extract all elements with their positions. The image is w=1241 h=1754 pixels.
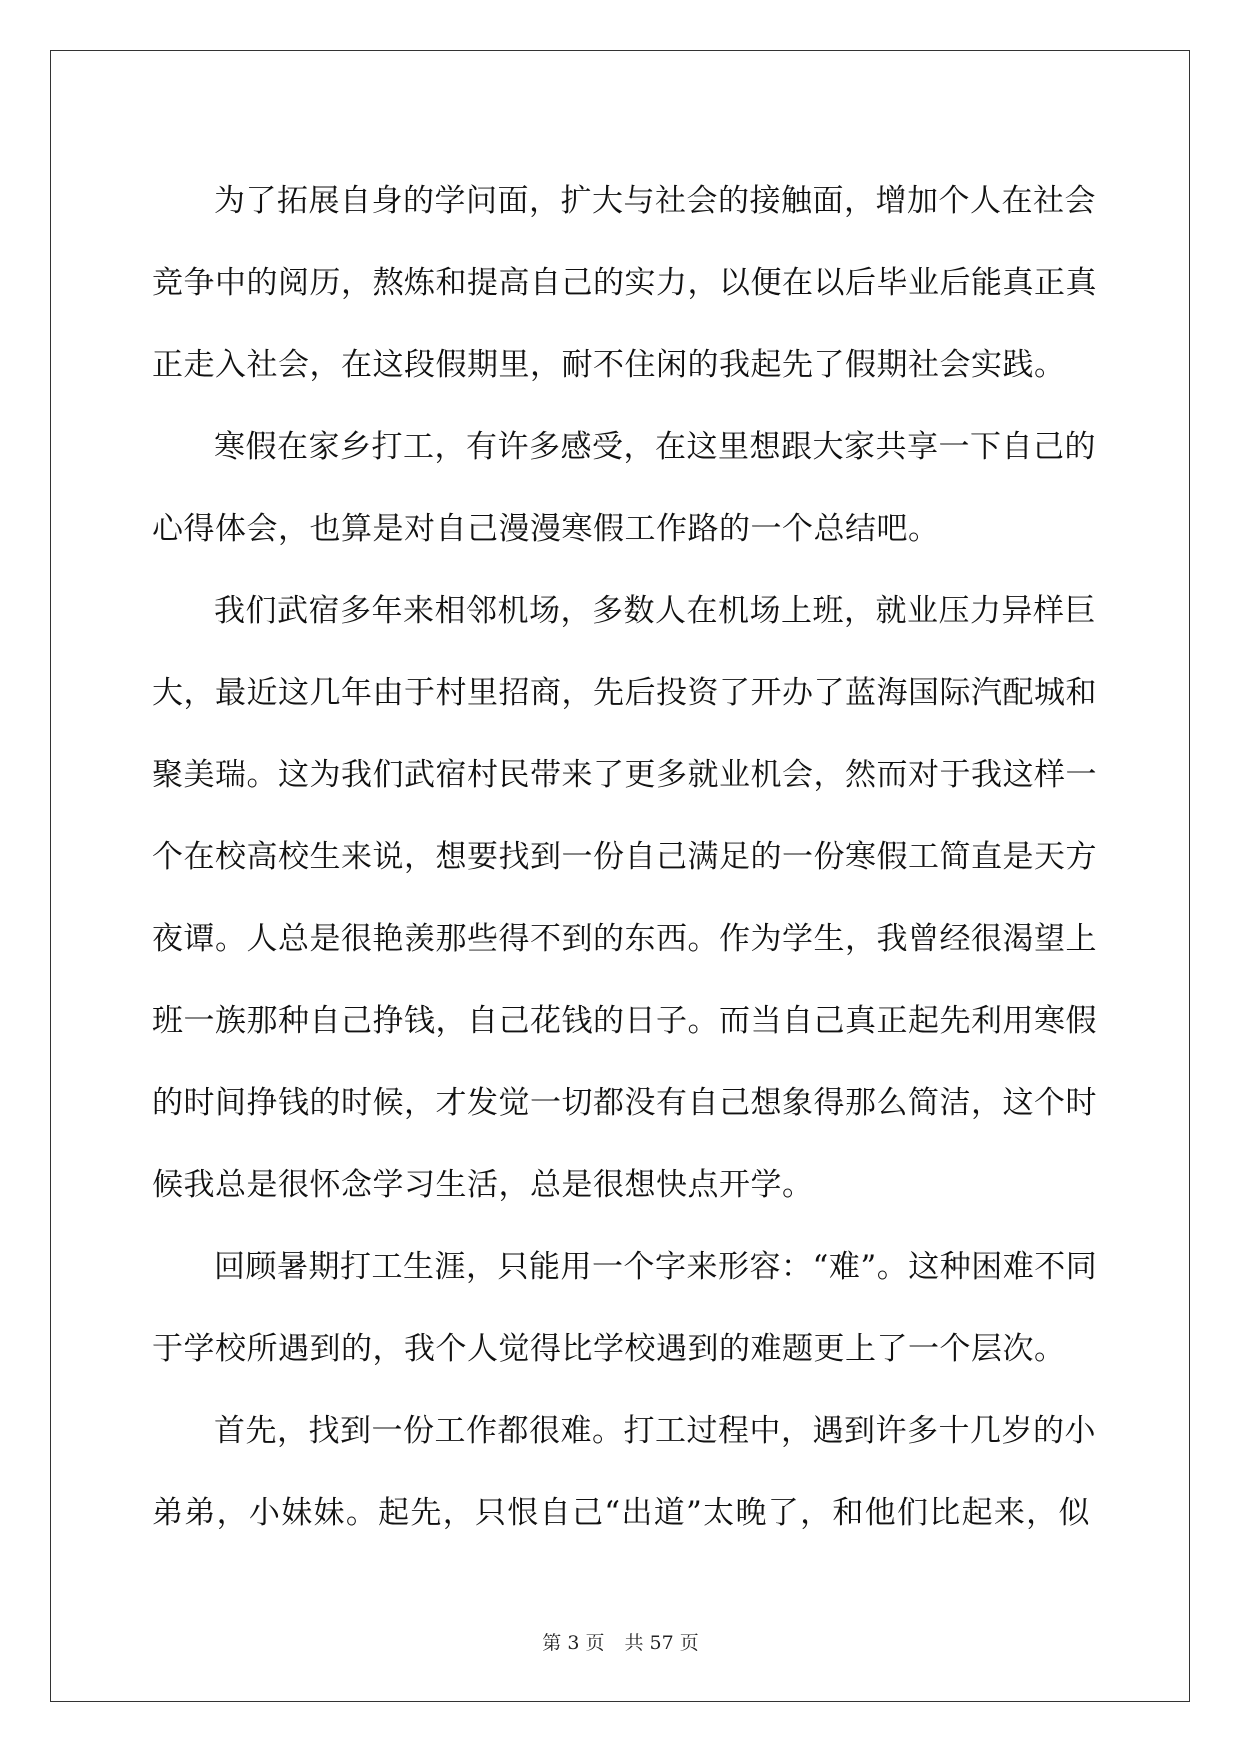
- page-footer: [0, 1628, 1241, 1655]
- text-line: 班一族那种自己挣钱，自己花钱的日子。而当自己真正起先利用寒假: [152, 1003, 1097, 1039]
- text-line: 聚美瑞。这为我们武宿村民带来了更多就业机会，然而对于我这样一: [152, 757, 1097, 793]
- paragraph: [152, 1390, 1096, 1554]
- paragraph: [152, 570, 1097, 1226]
- text-line: 为了拓展自身的学问面，扩大与社会的接触面，增加个人在社会: [214, 183, 1096, 219]
- text-line: 弟弟，小妹妹。起先，只恨自己“出道”太晚了，和他们比起来，似: [152, 1495, 1090, 1531]
- text-line: 于学校所遇到的，我个人觉得比学校遇到的难题更上了一个层次。: [152, 1331, 1066, 1367]
- text-line: 候我总是很怀念学习生活，总是很想快点开学。: [152, 1167, 814, 1203]
- text-line: 回顾暑期打工生涯，只能用一个字来形容：“难”。这种困难不同: [214, 1249, 1098, 1285]
- text-line: 大，最近这几年由于村里招商，先后投资了开办了蓝海国际汽配城和: [152, 675, 1097, 711]
- text-line: 首先，找到一份工作都很难。打工过程中，遇到许多十几岁的小: [214, 1413, 1096, 1449]
- text-line: 个在校高校生来说，想要找到一份自己满足的一份寒假工简直是天方: [152, 839, 1097, 875]
- paragraph: [152, 406, 1096, 570]
- page-number: 第 3 页: [542, 1632, 605, 1654]
- text-line: 心得体会，也算是对自己漫漫寒假工作路的一个总结吧。: [152, 511, 940, 547]
- text-line: 的时间挣钱的时候，才发觉一切都没有自己想象得那么简洁，这个时: [152, 1085, 1097, 1121]
- document-body: [152, 160, 1098, 1554]
- text-line: 我们武宿多年来相邻机场，多数人在机场上班，就业压力异样巨: [214, 593, 1096, 629]
- text-line: 正走入社会，在这段假期里，耐不住闲的我起先了假期社会实践。: [152, 347, 1066, 383]
- text-line: 寒假在家乡打工，有许多感受，在这里想跟大家共享一下自己的: [214, 429, 1096, 465]
- paragraph: [152, 1226, 1098, 1390]
- page-total: 共 57 页: [624, 1632, 699, 1654]
- text-line: 竞争中的阅历，熬炼和提高自己的实力，以便在以后毕业后能真正真: [152, 265, 1097, 301]
- paragraph: [152, 160, 1097, 406]
- text-line: 夜谭。人总是很艳羡那些得不到的东西。作为学生，我曾经很渴望上: [152, 921, 1097, 957]
